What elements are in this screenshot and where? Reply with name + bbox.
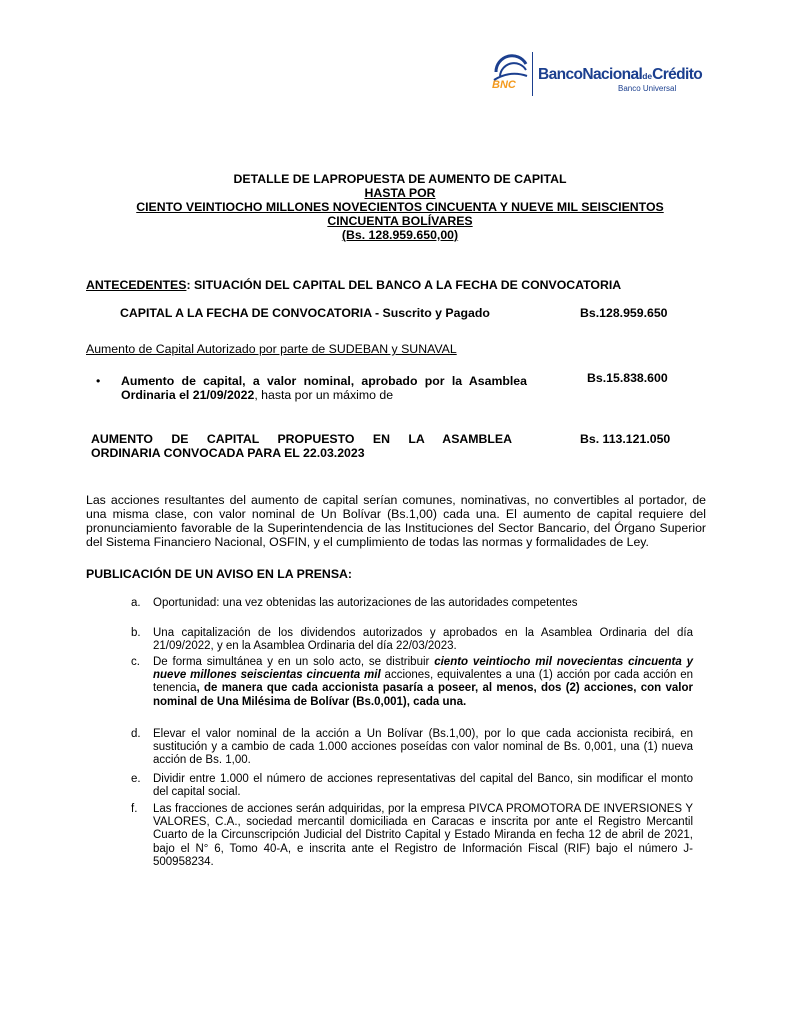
- logo-mark-text: BNC: [492, 79, 516, 91]
- list-item-letter: e.: [131, 773, 141, 785]
- list-item-text: Una capitalización de los dividendos autorizados y aprobados en la Asamblea Ordinaria del día 21/09/2022, y en la Asamblea Ordinaria del día 22/03/2023.: [153, 627, 693, 653]
- antecedentes-heading: ANTECEDENTES: SITUACIÓN DEL CAPITAL DEL BANCO A LA FECHA DE CONVOCATORIA: [86, 278, 622, 292]
- list-item-text: De forma simultánea y en un solo acto, se distribuir ciento veintiocho mil novecientas cincuenta y nueve millones seiscientas cincuenta mil acciones, equivalentes a una (1) acción por cada acción en tenencia, de manera que cada accionista pasaría a poseer, al menos, dos (2) acciones, con valor nominal de Una Milésima de Bolívar (Bs.0,001), cada una.: [153, 656, 694, 708]
- authorized-label: Aumento de Capital Autorizado por parte de SUDEBAN y SUNAVAL: [86, 342, 457, 356]
- title-line-3: CIENTO VEINTIOCHO MILLONES NOVECIENTOS CINCUENTA Y NUEVE MIL SEISCIENTOS: [136, 200, 664, 214]
- title-line-5: (Bs. 128.959.650,00): [341, 228, 459, 242]
- authorized-increase-text: Aumento de capital, a valor nominal, aprobado por la Asamblea Ordinaria el 21/09/2022, hasta por un máximo de: [121, 374, 527, 402]
- logo-subtitle: Banco Universal: [618, 84, 677, 93]
- shares-paragraph: Las acciones resultantes del aumento de capital serían comunes, nominativas, no convertibles al portador, de una misma clase, con valor nominal de Un Bolívar (Bs.1,00) cada una. El aumento de capital requiere del pronunciamiento favorable de la Superintendencia de las Instituciones del Sector Bancario, del Órgano Superior del Sistema Financiero Nacional, OSFIN, y el cumplimiento de todas las normas y formalidades de Ley.: [86, 493, 706, 549]
- list-item-letter: a.: [131, 597, 141, 609]
- authorized-increase-value: Bs.15.838.600: [587, 371, 668, 385]
- capital-label: CAPITAL A LA FECHA DE CONVOCATORIA - Suscrito y Pagado: [120, 306, 490, 320]
- list-item-letter: f.: [131, 803, 138, 815]
- list-item-text: Dividir entre 1.000 el número de acciones representativas del capital del Banco, sin modificar el monto del capital social.: [153, 773, 693, 799]
- list-item-text: Oportunidad: una vez obtenidas las autorizaciones de las autoridades competentes: [153, 597, 578, 609]
- title-line-4: CINCUENTA BOLÍVARES: [327, 214, 473, 228]
- list-item-text: Las fracciones de acciones serán adquiridas, por la empresa PIVCA PROMOTORA DE INVERSIONES Y VALORES, C.A., sociedad mercantil domiciliada en Caracas e inscrita por ante el Registro Mercantil Cuarto de la Circunscripción Judicial del Distrito Capital y Estado Miranda en fecha 12 de abril de 2021, bajo el N° 6, Tomo 40-A, e inscrita ante el Registro de Información Fiscal (RIF) bajo el número J-500958234.: [153, 803, 693, 868]
- list-item-letter: b.: [131, 627, 141, 639]
- logo-name: BancoNacionaldeCrédito: [538, 66, 703, 83]
- bullet-icon: •: [96, 374, 101, 388]
- list-item-text: Elevar el valor nominal de la acción a Un Bolívar (Bs.1,00), por lo que cada accionista recibirá, en sustitución y a cambio de cada 1.000 acciones poseídas con valor nominal de Bs. 0,001, una (1) nueva acción de Bs. 1,00.: [153, 728, 693, 767]
- list-item-letter: d.: [131, 728, 141, 740]
- proposed-increase-value: Bs. 113.121.050: [580, 432, 671, 446]
- proposed-increase-label: AUMENTO DE CAPITAL PROPUESTO EN LA ASAMBLEA ORDINARIA CONVOCADA PARA EL 22.03.2023: [91, 432, 512, 460]
- title-line-2: HASTA POR: [364, 186, 436, 200]
- title-line-1: DETALLE DE LAPROPUESTA DE AUMENTO DE CAPITAL: [233, 172, 567, 186]
- list-item-letter: c.: [131, 656, 140, 668]
- capital-value: Bs.128.959.650: [580, 306, 668, 320]
- publicacion-heading: PUBLICACIÓN DE UN AVISO EN LA PRENSA:: [86, 567, 352, 581]
